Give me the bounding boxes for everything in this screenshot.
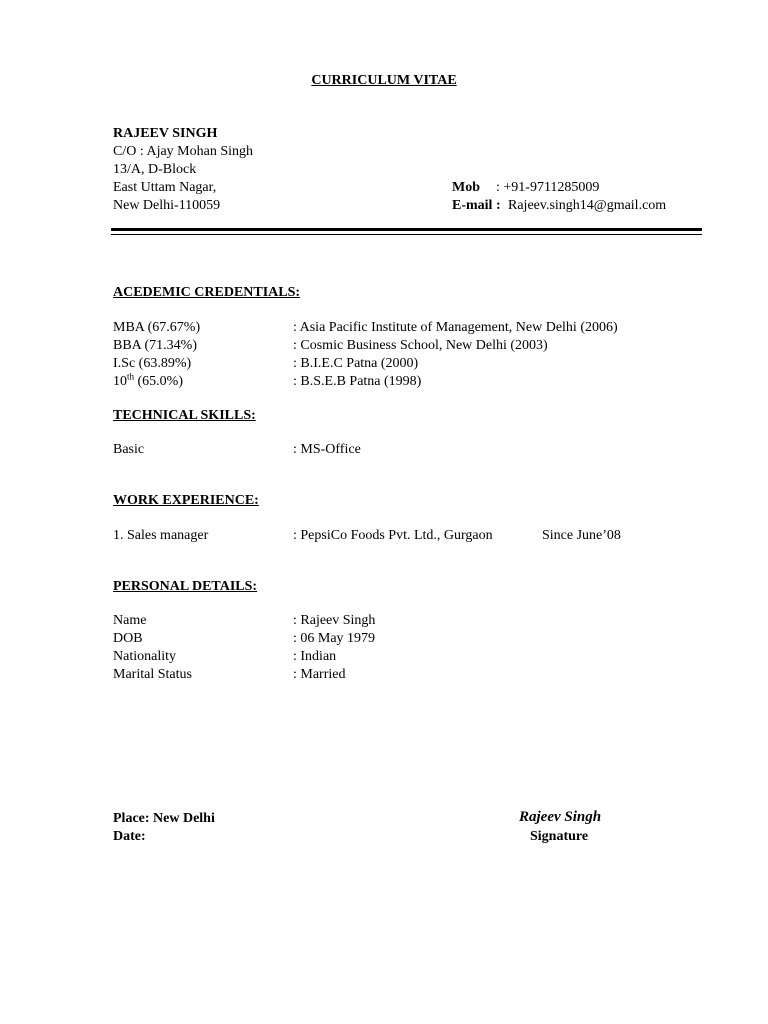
- address-line: 13/A, D-Block: [113, 162, 197, 177]
- section-heading-work: WORK EXPERIENCE:: [113, 493, 259, 508]
- personal-value: : 06 May 1979: [293, 631, 376, 646]
- academic-label-post: (65.0%): [134, 374, 184, 389]
- section-heading-personal: PERSONAL DETAILS:: [113, 579, 258, 594]
- academic-label: BBA (71.34%): [113, 338, 197, 353]
- academic-label-sup: th: [127, 371, 135, 382]
- work-label: 1. Sales manager: [113, 528, 209, 543]
- technical-value: : MS-Office: [293, 442, 361, 457]
- personal-label: Nationality: [113, 649, 176, 664]
- personal-label: Name: [113, 613, 147, 628]
- signature-name: Rajeev Singh: [519, 809, 602, 825]
- mobile-label: Mob: [452, 180, 480, 195]
- address-line: C/O : Ajay Mohan Singh: [113, 144, 254, 159]
- academic-value: : B.I.E.C Patna (2000): [293, 356, 419, 371]
- email-value: Rajeev.singh14@gmail.com: [508, 198, 667, 213]
- academic-value: : Asia Pacific Institute of Management, New Delhi (2006): [293, 320, 618, 335]
- place-line: Place: New Delhi: [113, 811, 215, 826]
- candidate-name: RAJEEV SINGH: [113, 126, 218, 141]
- academic-label: I.Sc (63.89%): [113, 356, 192, 371]
- email-label: E-mail :: [452, 198, 501, 213]
- work-since: Since June’08: [542, 528, 621, 543]
- academic-label: [113, 373, 183, 391]
- mobile-value: : +91-9711285009: [496, 180, 600, 195]
- address-line: New Delhi-110059: [113, 198, 221, 213]
- academic-value: : B.S.E.B Patna (1998): [293, 374, 422, 389]
- work-value: : PepsiCo Foods Pvt. Ltd., Gurgaon: [293, 528, 493, 543]
- personal-label: Marital Status: [113, 667, 192, 682]
- header-divider-thick: [111, 228, 702, 231]
- personal-label: DOB: [113, 631, 143, 646]
- section-heading-academic: ACEDEMIC CREDENTIALS:: [113, 285, 301, 300]
- signature-label: Signature: [530, 829, 589, 844]
- technical-label: Basic: [113, 442, 145, 457]
- academic-label: MBA (67.67%): [113, 320, 201, 335]
- section-heading-technical: TECHNICAL SKILLS:: [113, 408, 256, 423]
- personal-value: : Indian: [293, 649, 337, 664]
- academic-label-pre: 10: [113, 374, 127, 389]
- document-title: CURRICULUM VITAE: [311, 73, 457, 88]
- academic-value: : Cosmic Business School, New Delhi (2003): [293, 338, 548, 353]
- date-line: Date:: [113, 829, 146, 844]
- header-divider-thin: [111, 234, 702, 235]
- personal-value: : Rajeev Singh: [293, 613, 376, 628]
- address-line: East Uttam Nagar,: [113, 180, 217, 195]
- personal-value: : Married: [293, 667, 346, 682]
